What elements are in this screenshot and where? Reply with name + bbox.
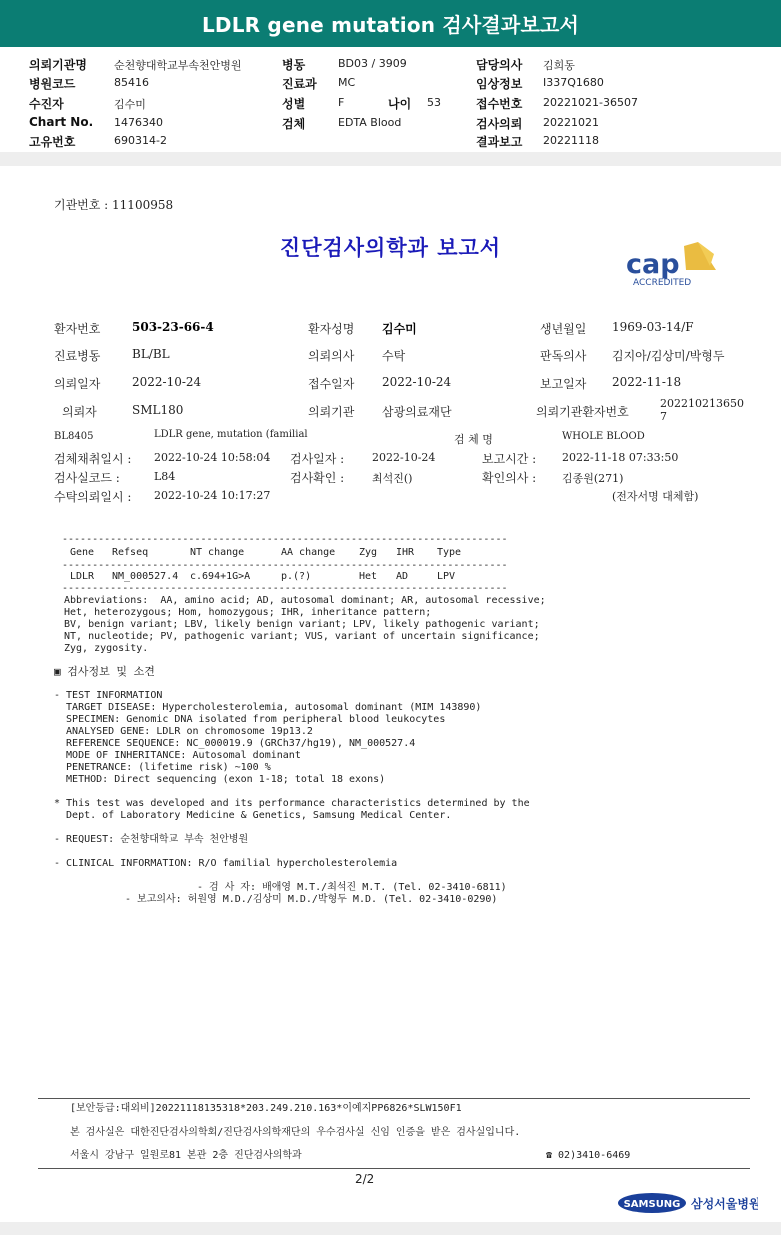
receipt-date: 2022-10-24: [382, 375, 452, 389]
table-cell: NM_000527.4: [112, 571, 179, 582]
lab-code: L84: [154, 470, 176, 483]
field-label: 수탁의뢰일시 :: [54, 490, 132, 504]
field-label: 보고시간 :: [482, 452, 537, 466]
institution-patient-number-cont: 7: [660, 410, 667, 423]
field-label: 검사확인 :: [290, 471, 345, 485]
header-value: EDTA Blood: [338, 116, 402, 129]
header-label: 성별: [282, 97, 306, 111]
info-line: PENETRANCE: (lifetime risk) ~100 %: [54, 762, 271, 773]
table-cell: LDLR: [70, 571, 95, 582]
field-label: 접수일자: [308, 377, 355, 391]
header-divider-band: [0, 152, 781, 166]
header-value: 20221021-36507: [543, 96, 638, 109]
page-number: 2/2: [355, 1172, 375, 1186]
cap-accredited-logo: [626, 240, 736, 290]
bottom-band: [0, 1222, 781, 1235]
samsung-logo-text: SAMSUNG: [623, 1199, 681, 1210]
patient-name: 김수미: [382, 322, 417, 336]
header-label: 검사의뢰: [476, 117, 523, 131]
birth-date: 1969-03-14/F: [612, 320, 694, 334]
disclaimer-line: * This test was developed and its performance characteristics determined by the: [54, 798, 530, 809]
footer-top-rule: [38, 1098, 750, 1099]
header-label: 병원코드: [29, 77, 76, 91]
column-header: IHR: [396, 547, 415, 558]
field-label: 의뢰기관: [308, 405, 355, 419]
header-label: 결과보고: [476, 135, 523, 149]
test-confirmer: 최석진(): [372, 472, 413, 485]
section-title: ▣ 검사정보 및 소견: [54, 665, 155, 678]
info-line: - TEST INFORMATION: [54, 690, 163, 701]
info-line: METHOD: Direct sequencing (exon 1-18; total 18 exons): [54, 774, 386, 785]
header-value: 20221021: [543, 116, 599, 129]
table-cell: c.694+1G>A: [190, 571, 251, 582]
request-date: 2022-10-24: [132, 375, 202, 389]
column-header: Gene: [70, 547, 95, 558]
reading-doctors: 김지아/김상미/박형두: [612, 349, 725, 363]
report-time: 2022-11-18 07:33:50: [562, 451, 679, 464]
table-cell: p.(?): [281, 571, 312, 582]
header-label: 접수번호: [476, 97, 523, 111]
header-label: 고유번호: [29, 135, 76, 149]
table-rule: --------------------------------------------------------------------------: [62, 560, 508, 571]
requester: SML180: [132, 403, 184, 417]
field-label: 의뢰기관환자번호: [536, 405, 629, 419]
header-value: I337Q1680: [543, 76, 604, 89]
field-label: 검 체 명: [454, 433, 493, 446]
header-label: Chart No.: [29, 115, 94, 129]
abbreviation-line: NT, nucleotide; PV, pathogenic variant; VUS, variant of uncertain significance;: [64, 631, 540, 642]
reporter-line: - 보고의사: 허원영 M.D./김상미 M.D./박형두 M.D. (Tel. 02-3410-0290): [125, 894, 498, 905]
test-name: LDLR gene, mutation (familial: [154, 429, 308, 440]
disclaimer-line: Dept. of Laboratory Medicine & Genetics, Samsung Medical Center.: [54, 810, 452, 821]
lab-report-title: 진단검사의학과 보고서: [279, 236, 502, 260]
header-label: 검체: [282, 117, 306, 131]
field-label: 환자번호: [54, 322, 101, 336]
field-label: 환자성명: [308, 322, 355, 336]
cap-logo-text: cap: [626, 249, 680, 280]
report-date: 2022-11-18: [612, 375, 682, 389]
security-line: [보안등급:대외비]20221118135318*203.249.210.163*이예지PP6826*SLW150F1: [70, 1103, 462, 1114]
ward: BL/BL: [132, 347, 170, 361]
header-label: 진료과: [282, 77, 317, 91]
clinical-information-line: - CLINICAL INFORMATION: R/O familial hypercholesterolemia: [54, 858, 398, 869]
request-time: 2022-10-24 10:17:27: [154, 489, 271, 502]
confirming-doctor: 김종원(271): [562, 472, 624, 485]
abbreviation-line: Het, heterozygous; Hom, homozygous; IHR, inheritance pattern;: [64, 607, 432, 618]
header-value: BD03 / 3909: [338, 57, 407, 70]
header-value: 1476340: [114, 116, 163, 129]
field-label: 확인의사 :: [482, 471, 537, 485]
column-header: Zyg: [359, 547, 378, 558]
header-label: 나이: [388, 97, 412, 111]
esign-note: (전자서명 대체함): [612, 490, 699, 503]
test-date: 2022-10-24: [372, 451, 436, 464]
header-value: F: [338, 96, 345, 109]
field-label: 의뢰자: [62, 405, 97, 419]
certification-line: 본 검사실은 대한진단검사의학회/진단검사의학재단의 우수검사실 신임 인증을 받은 검사실입니다.: [70, 1127, 521, 1138]
cap-accredited-text: ACCREDITED: [633, 278, 692, 288]
table-cell: AD: [396, 571, 409, 582]
address-line: 서울시 강남구 일원로81 본관 2층 진단검사의학과: [70, 1150, 302, 1161]
request-line: - REQUEST: 순천향대학교 부속 천안병원: [54, 834, 249, 845]
header-label: 병동: [282, 58, 306, 72]
institution-number: 기관번호 : 11100958: [54, 198, 174, 212]
header-label: 임상정보: [476, 77, 523, 91]
info-line: SPECIMEN: Genomic DNA isolated from peripheral blood leukocytes: [54, 714, 446, 725]
examiner-line: - 검 사 자: 배애영 M.T./최석진 M.T. (Tel. 02-3410-6811): [197, 882, 507, 893]
table-cell: LPV: [437, 571, 456, 582]
field-label: 생년월일: [540, 322, 587, 336]
institution-patient-number: 202210213650: [660, 397, 744, 410]
table-cell: Het: [359, 571, 378, 582]
header-value: MC: [338, 76, 356, 89]
hospital-name: 삼성서울병원: [691, 1197, 758, 1211]
specimen-name: WHOLE BLOOD: [562, 431, 645, 442]
header-value: 순천향대학교부속천안병원: [114, 59, 242, 72]
field-label: 판독의사: [540, 349, 587, 363]
collect-time: 2022-10-24 10:58:04: [154, 451, 271, 464]
header-label: 수진자: [29, 97, 64, 111]
patient-number: 503-23-66-4: [132, 320, 214, 334]
field-label: 검사실코드 :: [54, 471, 120, 485]
column-header: Refseq: [112, 547, 149, 558]
info-line: REFERENCE SEQUENCE: NC_000019.9 (GRCh37/hg19), NM_000527.4: [54, 738, 416, 749]
abbreviation-line: Zyg, zygosity.: [64, 643, 149, 654]
info-line: MODE OF INHERITANCE: Autosomal dominant: [54, 750, 301, 761]
column-header: AA change: [281, 547, 336, 558]
requesting-institution: 삼광의료재단: [382, 405, 452, 419]
field-label: 검체채취일시 :: [54, 452, 132, 466]
header-value: 690314-2: [114, 134, 167, 147]
column-header: NT change: [190, 547, 245, 558]
header-label: 의뢰기관명: [29, 58, 87, 72]
requesting-doctor: 수탁: [382, 349, 406, 363]
header-value: 85416: [114, 76, 149, 89]
phone-line: ☎ 02)3410-6469: [546, 1150, 631, 1161]
header-value: 20221118: [543, 134, 599, 147]
field-label: 의뢰일자: [54, 377, 101, 391]
table-rule: --------------------------------------------------------------------------: [62, 583, 508, 594]
info-line: ANALYSED GENE: LDLR on chromosome 19p13.2: [54, 726, 313, 737]
field-label: 진료병동: [54, 349, 101, 363]
test-code: BL8405: [54, 431, 94, 442]
field-label: 검사일자 :: [290, 452, 345, 466]
abbreviation-line: Abbreviations: AA, amino acid; AD, autosomal dominant; AR, autosomal recessive;: [64, 595, 546, 606]
field-label: 의뢰의사: [308, 349, 355, 363]
column-header: Type: [437, 547, 462, 558]
samsung-hospital-logo: [618, 1192, 758, 1214]
field-label: 보고일자: [540, 377, 587, 391]
header-value: 김수미: [114, 98, 146, 111]
info-line: TARGET DISEASE: Hypercholesterolemia, autosomal dominant (MIM 143890): [54, 702, 482, 713]
header-label: 담당의사: [476, 58, 523, 72]
abbreviation-line: BV, benign variant; LBV, likely benign variant; LPV, likely pathogenic variant;: [64, 619, 540, 630]
footer-bottom-rule: [38, 1168, 750, 1169]
table-rule: --------------------------------------------------------------------------: [62, 534, 508, 545]
header-value: 김희동: [543, 59, 575, 72]
header-value: 53: [427, 96, 441, 109]
report-title-bar: LDLR gene mutation 검사결과보고서: [0, 0, 781, 47]
